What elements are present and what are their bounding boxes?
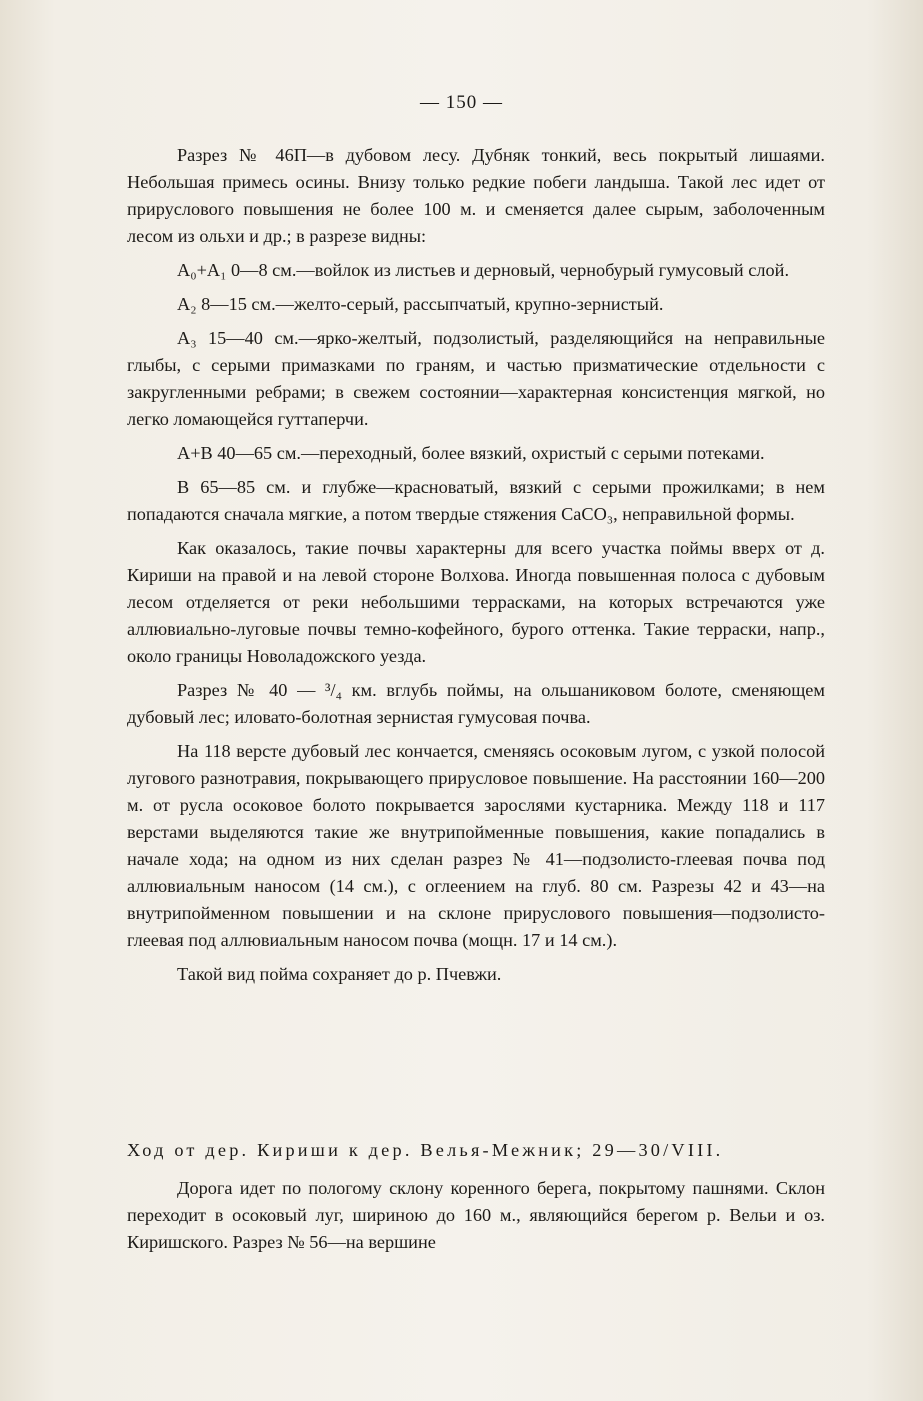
horizon-a2 <box>127 291 825 318</box>
horizon-desc: 8—15 см.—желто-серый, рассыпчатый, крупно-зернистый. <box>196 294 664 314</box>
horizon-label: A₃ <box>177 328 197 348</box>
paragraph-section-40: Разрез № 40 — ³/₄ км. вглубь поймы, на ольшаниковом болоте, сменяющем дубовый лес; иловато-болотная зернистая гумусовая почва. <box>127 680 825 727</box>
paragraph-section-46: Разрез № 46П—в дубовом лесу. Дубняк тонкий, весь покрытый лишаями. Небольшая примесь осины. Внизу только редкие побеги ландыша. Такой лес идет от прируслового повышения не более 100 м. и сменяется далее сырым, заболоченным лесом из ольхи и др.; в разрезе видны: <box>127 145 825 246</box>
horizon-label: A₂ <box>177 294 197 314</box>
horizon-a3 <box>127 325 825 433</box>
horizon-desc: 40—65 см.—переходный, более вязкий, охристый с серыми потеками. <box>212 443 765 463</box>
horizon-label: A+B <box>177 443 213 463</box>
horizon-desc: 0—8 см.—войлок из листьев и дерновый, чернобурый гумусовый слой. <box>226 260 790 280</box>
section-body <box>127 1175 825 1256</box>
body-text <box>127 142 825 995</box>
horizon-desc: 15—40 см.—ярко-желтый, подзолистый, разделяющийся на неправильные глыбы, с серыми примазками по граням, и частью призматические отдельности с закругленными ребрами; в свежем состоянии—характерная консистенция мягкой, но легко ломающейся гуттаперчи. <box>127 328 825 429</box>
horizon-label: A₀+A₁ <box>177 260 227 280</box>
horizon-a0-a1 <box>127 257 825 284</box>
horizon-a-b <box>127 440 825 467</box>
horizon-deep: В 65—85 см. и глубже—красноватый, вязкий с серыми прожилками; в нем попадаются сначала мягкие, а потом твердые стяжения CaCO₃, неправильной формы. <box>127 477 825 524</box>
paragraph-soils: Как оказалось, такие почвы характерны для всего участка поймы вверх от д. Кириши на правой и на левой стороне Волхова. Иногда повышенная полоса с дубовым лесом отделяется от реки небольшими террасками, на которых встречаются уже аллювиально-луговые почвы темно-кофейного, бурого оттенка. Такие терраски, напр., около границы Новоладожского уезда. <box>127 538 825 666</box>
paragraph-pchevzha: Такой вид пойма сохраняет до р. Пчевжи. <box>177 964 502 984</box>
page-number: — 150 — <box>420 92 503 113</box>
section-heading: Ход от дер. Кириши к дер. Велья-Межник; 29—30/VIII. <box>127 1140 724 1160</box>
paragraph-road: Дорога идет по пологому склону коренного берега, покрытому пашнями. Склон переходит в осоковый луг, шириною до 160 м., являющийся берегом р. Вельи и оз. Киришского. Разрез № 56—на вершине <box>127 1178 825 1252</box>
paragraph-118-verst: На 118 версте дубовый лес кончается, сменяясь осоковым лугом, с узкой полосой лугового разнотравия, покрывающего прирусловое повышение. На расстоянии 160—200 м. от русла осоковое болото покрывается зарослями кустарника. Между 118 и 117 верстами выделяются такие же внутрипойменные повышения, какие попадались в начале хода; на одном из них сделан разрез № 41—подзолисто-глеевая почва под аллювиальным наносом (14 см.), с оглеением на глуб. 80 см. Разрезы 42 и 43—на внутрипойменном повышении и на склоне прируслового повышения—подзолисто-глеевая под аллювиальным наносом почва (мощн. 17 и 14 см.). <box>127 741 825 950</box>
